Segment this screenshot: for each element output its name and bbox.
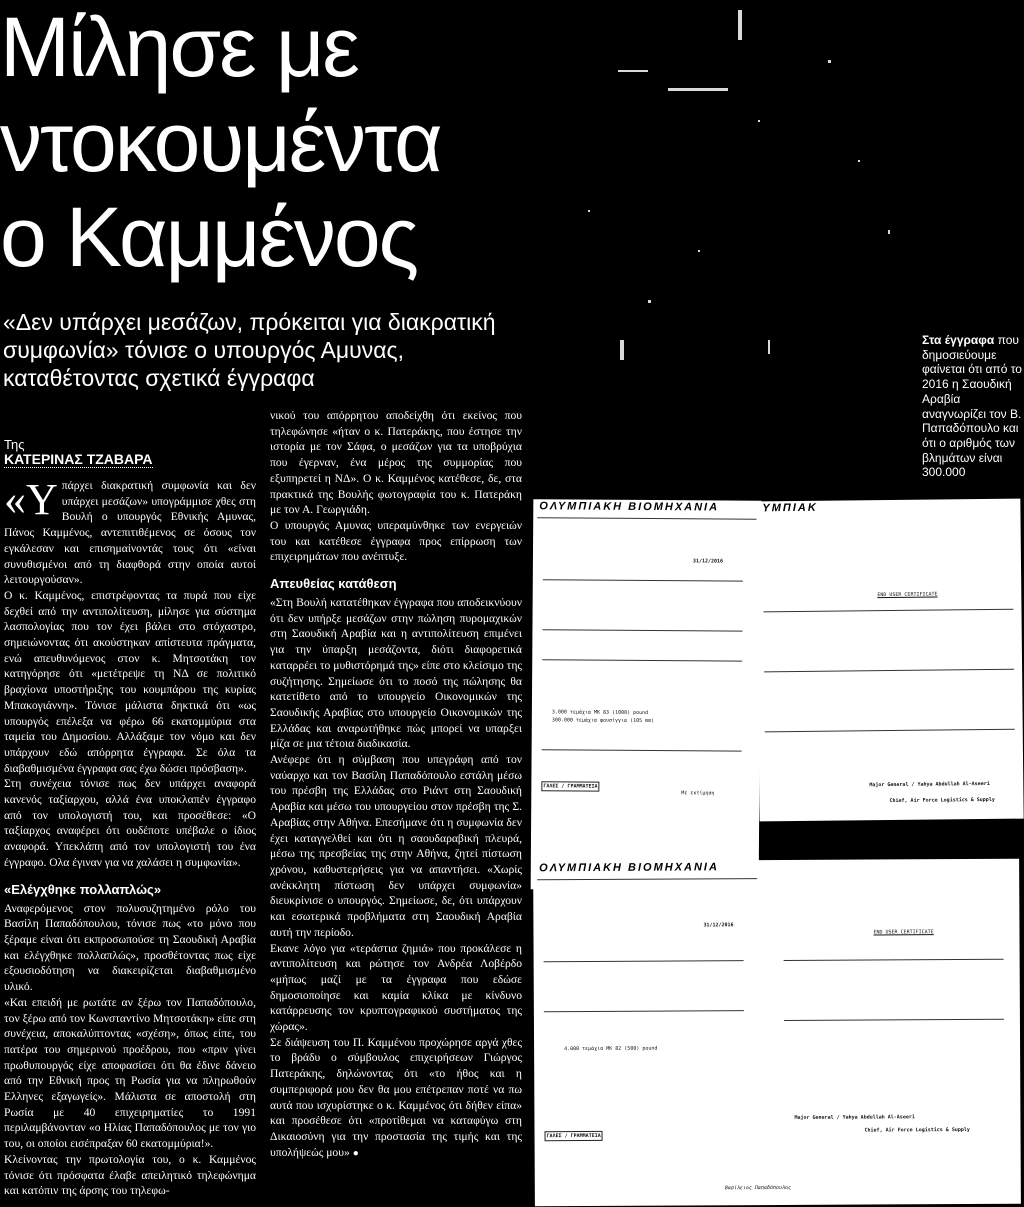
document-bottom — [533, 859, 1021, 1207]
crosshead: «Ελέγχθηκε πολλαπλώς» — [4, 881, 162, 897]
caption-text: που δημοσιεύουμε φαίνεται ότι από το 2016 η Σαουδική Αραβία αναγνωρίζει τον Β. Παπαδόπουλο και ότι ο αριθμός των βλημάτων είναι 300.000 — [922, 333, 1022, 480]
doc-qty-line-1: 3.000 τεμάχια ΜΚ 83 (1000) pound — [551, 709, 649, 717]
paragraph: Σε διάψευση του Π. Καμμένου προχώρησε αργά χθες το βράδυ ο σύμβουλος επιχειρήσεων Γιώργος Πατεράκης, δηλώνοντας ότι «το ήθος και η συμπεριφορά μου δεν θα μου επέτρεπαν ποτέ να πω αυτά που ισχυρίστηκε ο κ. Καμμένος ότι δήθεν είπα» και προσέθεσε ότι «προτίθεμαι να καταφύγω στη Δικαιοσύνη για την προστασία της τιμής και της υπολήψεώς μου» ● — [270, 1035, 522, 1159]
doc-signature-1b: Major General / Yahya Abdullah Al-Aseeri — [794, 1114, 915, 1121]
document-top-right — [756, 499, 1023, 822]
article-column-1 — [4, 475, 256, 1199]
cert-title-2: END USER CERTIFICATE — [873, 929, 934, 936]
doc-signature-2b: Chief, Air Force Logistics & Supply — [864, 1126, 970, 1134]
headline-line-1: Μίλησε με — [0, 0, 358, 94]
paragraph: «Στη Βουλή κατατέθηκαν έγγραφα που αποδεικνύουν ότι δεν υπήρξε μεσάζων στην πώληση πυρομαχικών στη Σαουδική Αραβία και η αντιπολίτευση επιμένει για την ύπαρξη μεσάζοντα, διότι διαφορετικά καταρρέει το μυθιστόρημά της» είπε στο κλείσιμο της συζήτησης. Σημείωσε ότι το ποσό της πώλησης θα κατετίθετο από το υπουργείο Οικονομικών της Σαουδικής Αραβίας στο υπουργείο Οικονομικών της Ελλάδας και αναρωτήθηκε πώς μπορεί να υπαρξει μίζα σε μια τέτοια διαδικασία. — [270, 596, 522, 751]
byline-prefix: Της — [4, 437, 25, 452]
lead-paragraph: «Υπάρχει διακρατική συμφωνία και δεν υπάρχει μεσάζων» υπογράμμισε χθες στη Βουλή ο υπουργός Εθνικής Αμυνας, Πάνος Καμμένος, αντεπιτιθέμενος σε όσους τον εγκάλεσαν και επισημαίνοντάς τους ότι «είναι συνυθισμένοι από τη διαφθορά στην οποία αυτοί λειτουργούσαν». — [4, 475, 256, 587]
paragraph: Εκανε λόγο για «τεράστια ζημιά» που προκάλεσε η αντιπολίτευση και ρώτησε τον Ανδρέα Λοβέρδο «μήπως μαζί με τα έγγραφα που εδώσε δημοσιοποίησε και καμία κλίκα με κίνδυνο κατάρρευσης τον κρυπτογραφικού συστήματος της χώρας». — [270, 941, 522, 1034]
dropcap: «Υ — [4, 475, 58, 524]
byline-author: ΚΑΤΕΡΙΝΑΣ ΤΖΑΒΑΡΑ — [4, 451, 153, 467]
paragraph: Ο κ. Καμμένος, επιστρέφοντας τα πυρά που είχε δεχθεί από την αντιπολίτευση, μίλησε για σύστημα λασπολογίας που τον έχει βάλει στο στόχαστρο, σημειώνοντας ότι ακούστηκαν απίστευτα πράγματα, ενώ απευθυνόμενος στον κ. Μητσοτάκη τον κατηγόρησε ότι «μετέτρεψε τη ΝΔ σε πολιτικό βραχίονα υποστήριξης του κουμπάρου της κυρίας Μπακογιάννη». Τόνισε μάλιστα δηκτικά ότι «ως υπουργός επέλεξα να φέρω 66 εκατομμύρια στα ταμεία του Δημοσίου. Αλλάξαμε τον νόμο και δεν υπάρχουν εδώ απόρρητα έγγραφα. Σε όλα τα διαβαθμισμένα έγγραφα σας έχω δώσει πρόσβαση». — [4, 588, 256, 775]
paragraph: Ο υπουργός Αμυνας υπεραμύνθηκε των ενεργειών του και κατέθεσε έγγραφα προς επίρρωση των επιχειρημάτων που ανέπτυξε. — [270, 518, 522, 564]
headline-line-2: ντοκουμέντα — [0, 95, 441, 189]
article-column-2 — [270, 408, 522, 1161]
byline — [4, 437, 254, 468]
paragraph: Στη συνέχεια τόνισε πως δεν υπάρχει αναφορά κανενός ταξίαρχου, αλλά ένα υποκλαπέν έγγραφο από τον υπολογιστή του, και προσέθεσε: «Ο ταξίαρχος αναφέρει ότι ουδέποτε υπέβαλε ο ίδιος αναφορά. Υπεκλάπη από τον υπολογιστή του ένα έγγραφο. Ολα έγιναν για να χαλάσει η συμφωνία». — [4, 777, 256, 869]
paragraph: νικού του απόρρητου αποδείχθη ότι εκείνος που τηλεφώνησε «ήταν ο κ. Πατεράκης, που έστησε την ιστορία με τον Σάφα, ο μεσάζων για τα υποβρύχια που έγερναν, ένα μέρος της συμμορίας που εξυπηρετεί η ΝΔ». Ο κ. Καμμένος κατέθεσε, δε, στα πρακτικά της Βουλής φωτογραφία του κ. Πατεράκη με τον Α. Γεωργιάδη. — [270, 409, 522, 517]
doc-qty-line-3: 4.000 τεμάχια ΜΚ 82 (500) pound — [564, 1045, 658, 1053]
doc-date-2: 31/12/2016 — [703, 922, 734, 929]
doc-date: 31/12/2016 — [692, 558, 724, 565]
headline — [0, 0, 470, 285]
crosshead: Απευθείας κατάθεση — [270, 576, 397, 592]
caption-lead: Στα έγγραφα — [922, 333, 995, 347]
doc-stamp-2: ΓΑΛΕΣ / ΓΡΑΜΜΑΤΕΙΑ — [545, 1131, 603, 1141]
paragraph: Αναφερόμενος στον πολυσυζητημένο ρόλο του Βασίλη Παπαδόπουλου, τόνισε πως «το μόνο που ξέραμε είναι ότι εκπροσωπούσε τη Σαουδική Αραβία και ελέγχθηκε πολλαπλώς», προσθέτοντας πως είχε εξουσιοδότηση να διακειρίζεται διαβαθμισμένο υλικό. — [4, 901, 256, 994]
cert-title: END USER CERTIFICATE — [877, 591, 938, 599]
letterhead-2: ΟΛΥΜΠΙΑΚΗ ΒΙΟΜΗΧΑΝΙΑ — [539, 861, 719, 875]
paragraph: Ανέφερε ότι η σύμβαση που υπεγράφη από τον ναύαρχο και τον Βασίλη Παπαδόπουλο εστάλη μέσω του πρέσβη της Ελλάδας στο Ριάντ στη Σαουδική Αραβία και μέσω του υπουργείου στον πρέσβη της Σ. Αραβίας στην Αθήνα. Επεσήμανε ότι η συμφωνία δεν έχει καταγγελθεί και ότι η σαουδαραβική πλευρά, μέσω της πρεσβείας της στην Αθήνα, ζητεί πίστωση χρόνου, καθυστερήσεις για να απαντήσει. «Χωρίς ανέκκλητη πίστωση δεν υπάρχει συμφωνία» διευκρίνισε ο υπουργός. Σημείωσε, δε, ότι υπάρχουν και εσωτερικά προβλήματα στη Σαουδική Αραβία αυτή την περίοδο. — [270, 753, 522, 939]
end-mark: ● — [352, 1147, 359, 1159]
doc-signed-name: Βασίλειος Παπαδόπουλος — [724, 1184, 792, 1192]
paragraph: «Και επειδή με ρωτάτε αν ξέρω τον Παπαδόπουλο, τον ξέρω από τον Κωνσταντίνο Μητσοτάκη» είπε στη συνέχεια, αποκαλύπτοντας «σχέση», όπως είπε, του πατέρα του σημερινού προέδρου, που «πριν γίνει πρωθυπουργός είχε αποφασίσει ότι θα έδινε δάνειο από την Εθνική προς τη Ρωσία για να πληρωθούν Ελληνες εξαγωγείς». Μάλιστα σε αποστολή στη Ρωσία με 40 επιχειρηματίες το 1991 περιλαμβάνονταν «ο Ηλίας Παπαδόπουλος με τον γιο του, οι οποίοι εισέπραξαν 60 εκατομμύρια!». — [4, 995, 256, 1151]
doc-signature-2: Chief, Air Force Logistics & Supply — [889, 796, 995, 805]
subhead: «Δεν υπάρχει μεσάζων, πρόκειται για διακρατική συμφωνία» τόνισε ο υπουργός Αμυνας, καταθέτοντας σχετικά έγγραφα — [3, 309, 496, 391]
photo-documents — [528, 0, 1024, 1207]
letterhead-partial: ΥΜΠΙΑΚ — [762, 501, 818, 515]
letterhead: ΟΛΥΜΠΙΑΚΗ ΒΙΟΜΗΧΑΝΙΑ — [539, 500, 720, 514]
doc-qty-line-2: 300.000 τεμάχια φουσίγγια (105 mm) — [551, 717, 655, 725]
photo-caption — [922, 333, 1022, 480]
doc-signature-1: Major General / Yahya Abdullah Al-Aseeri — [869, 780, 990, 789]
paragraph: Κλείνοντας την πρωτολογία του, ο κ. Καμμένος τόνισε ότι πρόσφατα έλαβε απειλητικό τηλεφώνημα και κατόπιν της άρσης του τηλεφω- — [4, 1152, 256, 1198]
doc-stamp-right: Με εκτίμηση — [681, 790, 715, 797]
headline-line-3: ο Καμμένος — [0, 190, 418, 284]
doc-stamp: ΓΑΛΕΣ / ΓΡΑΜΜΑΤΕΙΑ — [541, 781, 599, 791]
document-top-left — [531, 499, 762, 891]
